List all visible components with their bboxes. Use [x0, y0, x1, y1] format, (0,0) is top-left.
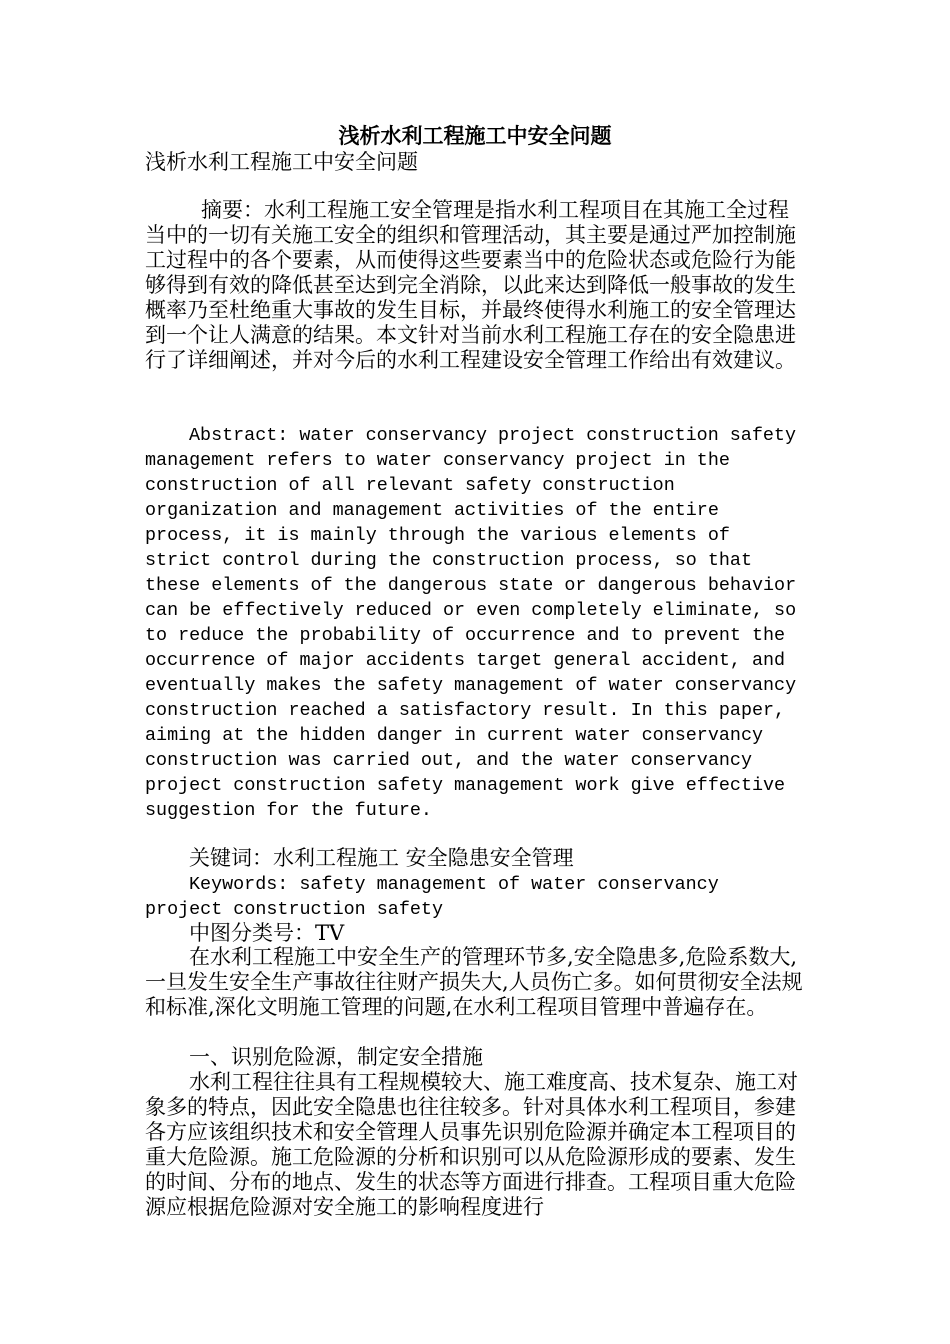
document-title: 浅析水利工程施工中安全问题	[338, 123, 612, 148]
classification-number: 中图分类号：TV	[189, 921, 345, 945]
keywords-chinese: 关键词：水利工程施工 安全隐患安全管理	[189, 846, 574, 870]
section-heading: 一、识别危险源，制定安全措施	[189, 1045, 483, 1069]
keywords-english: Keywords: safety management of water conservancy project construction safety	[145, 874, 719, 920]
intro-paragraph: 在水利工程施工中安全生产的管理环节多,安全隐患多,危险系数大,一旦发生安全生产事故往往财产损失大,人员伤亡多。如何贯彻安全法规和标准,深化文明施工管理的问题,在水利工程项目管理中普遍存在。	[145, 945, 803, 1019]
abstract-english: Abstract: water conservancy project construction safety management refers to water conservancy project in the construction of all relevant safety construction organization and management activities of the entire process, it is mainly through the various elements of strict control during the construction process, so that these elements of the dangerous state or dangerous behavior can be effectively reduced or even completely eliminate, so to reduce the probability of occurrence and to prevent the occurrence of major accidents target general accident, and eventually makes the safety management of water conservancy construction reached a satisfactory result. In this paper, aiming at the hidden danger in current water conservancy construction was carried out, and the water conservancy project construction safety management work give effective suggestion for the future.	[145, 425, 808, 821]
abstract-chinese: 摘要：水利工程施工安全管理是指水利工程项目在其施工全过程当中的一切有关施工安全的组织和管理活动，其主要是通过严加控制施工过程中的各个要素，从而使得这些要素当中的危险状态或危险行为能够得到有效的降低甚至达到完全消除，以此来达到降低一般事故的发生概率乃至杜绝重大事故的发生目标，并最终使得水利施工的安全管理达到一个让人满意的结果。本文针对当前水利工程施工存在的安全隐患进行了详细阐述，并对今后的水利工程建设安全管理工作给出有效建议。	[145, 198, 796, 372]
document-subtitle: 浅析水利工程施工中安全问题	[145, 150, 418, 174]
section-paragraph: 水利工程往往具有工程规模较大、施工难度高、技术复杂、施工对象多的特点，因此安全隐患也往往较多。针对具体水利工程项目，参建各方应该组织技术和安全管理人员事先识别危险源并确定本工程项目的重大危险源。施工危险源的分析和识别可以从危险源形成的要素、发生的时间、分布的地点、发生的状态等方面进行排查。工程项目重大危险源应根据危险源对安全施工的影响程度进行	[145, 1070, 798, 1219]
